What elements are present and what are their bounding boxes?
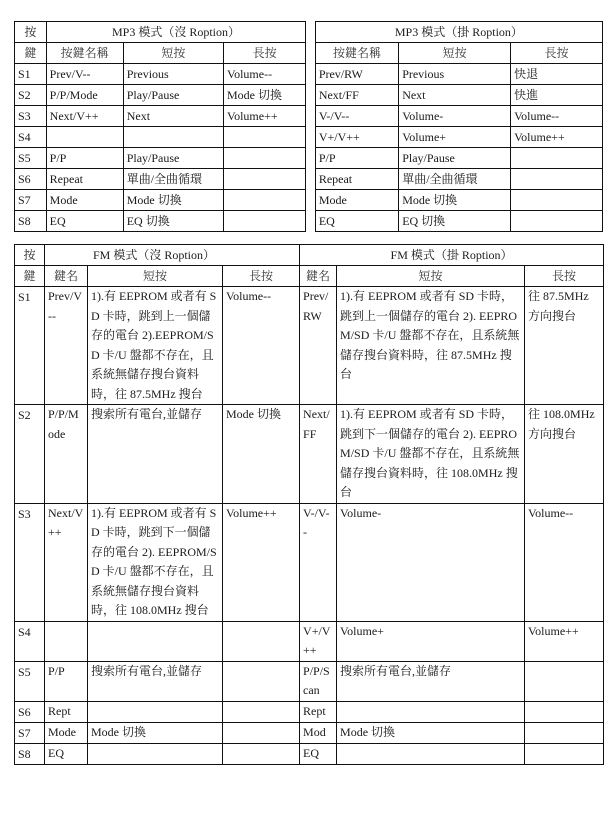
long-press [525, 661, 604, 701]
key-name: P/P [315, 148, 398, 169]
long-press [223, 722, 300, 743]
key-name: Next/V++ [46, 106, 123, 127]
short-press: Volume+ [337, 621, 525, 661]
key-name: V-/V-- [300, 503, 337, 621]
short-press: Volume- [399, 106, 511, 127]
key-id: S7 [15, 190, 47, 211]
table-row [15, 85, 603, 106]
fm-left-title: FM 模式（沒 Roption） [45, 245, 300, 266]
col-header-long: 長按 [223, 266, 300, 287]
long-press [223, 743, 300, 764]
key-id: S6 [15, 701, 45, 722]
short-press: EQ 切換 [123, 211, 223, 232]
short-press: Previous [123, 64, 223, 85]
table-row [15, 722, 604, 743]
short-press [123, 127, 223, 148]
key-id: S5 [15, 661, 45, 701]
table-row [15, 661, 604, 701]
key-name: Next/FF [300, 405, 337, 504]
key-id: S3 [15, 106, 47, 127]
key-name: Mode [45, 722, 88, 743]
long-press: Volume-- [525, 503, 604, 621]
table-row [15, 701, 604, 722]
mp3-right-title: MP3 模式（掛 Roption） [315, 22, 602, 43]
column-gap [306, 22, 315, 43]
col-header-long: 長按 [511, 43, 603, 64]
table-row [15, 621, 604, 661]
short-press: 1).有 EEPROM 或者有 SD 卡時，跳到上一個儲存的電台 2). EEPROM/SD 卡/U 盤都不存在，且系統無儲存搜台資料時，往 87.5MHz 搜台 [337, 287, 525, 405]
key-id: S4 [15, 127, 47, 148]
long-press: 快進 [511, 85, 603, 106]
key-header-bottom: 鍵 [15, 266, 45, 287]
short-press: Play/Pause [399, 148, 511, 169]
long-press: Mode 切換 [223, 405, 300, 504]
key-name: P/P [46, 148, 123, 169]
short-press: 搜索所有電台,並儲存 [88, 405, 223, 504]
table-row [15, 127, 603, 148]
long-press [511, 169, 603, 190]
col-header-name: 鍵名 [45, 266, 88, 287]
key-name: Next/FF [315, 85, 398, 106]
short-press [337, 701, 525, 722]
column-gap [306, 127, 315, 148]
key-name [46, 127, 123, 148]
long-press [223, 127, 305, 148]
mp3-left-title: MP3 模式（沒 Roption） [46, 22, 306, 43]
key-name: Mod [300, 722, 337, 743]
long-press [223, 148, 305, 169]
short-press: Volume- [337, 503, 525, 621]
mp3-mode-table [14, 21, 603, 232]
key-id: S2 [15, 405, 45, 504]
key-id: S8 [15, 743, 45, 764]
key-name: Prev/V-- [46, 64, 123, 85]
key-id: S5 [15, 148, 47, 169]
key-name: Rept [300, 701, 337, 722]
table-row [15, 148, 603, 169]
col-header-name: 按鍵名稱 [315, 43, 398, 64]
key-name: P/P/Mode [46, 85, 123, 106]
key-name: Repeat [315, 169, 398, 190]
long-press [223, 169, 305, 190]
short-press: Mode 切換 [399, 190, 511, 211]
key-name: EQ [315, 211, 398, 232]
short-press: Next [399, 85, 511, 106]
long-press: Volume-- [223, 64, 305, 85]
key-name: P/P [45, 661, 88, 701]
key-name: EQ [46, 211, 123, 232]
long-press [223, 190, 305, 211]
column-gap [306, 64, 315, 85]
fm-mode-table [14, 244, 604, 765]
key-id: S1 [15, 64, 47, 85]
short-press: Play/Pause [123, 148, 223, 169]
long-press [223, 211, 305, 232]
col-header-name: 按鍵名稱 [46, 43, 123, 64]
key-name: Mode [315, 190, 398, 211]
key-name: Next/V++ [45, 503, 88, 621]
long-press [525, 743, 604, 764]
key-id: S2 [15, 85, 47, 106]
long-press: Volume-- [511, 106, 603, 127]
long-press [511, 190, 603, 211]
table-row [15, 405, 604, 504]
short-press: 1).有 EEPROM 或者有 SD 卡時，跳到下一個儲存的電台 2). EEPROM/SD 卡/U 盤都不存在，且系統無儲存搜台資料時，往 108.0MHz 搜台 [337, 405, 525, 504]
key-id: S8 [15, 211, 47, 232]
key-id: S1 [15, 287, 45, 405]
long-press: Volume++ [223, 106, 305, 127]
short-press: Mode 切換 [337, 722, 525, 743]
table-row [15, 64, 603, 85]
short-press: Play/Pause [123, 85, 223, 106]
column-gap [306, 106, 315, 127]
table-row [15, 743, 604, 764]
long-press: Volume++ [511, 127, 603, 148]
fm-rows [15, 287, 604, 765]
key-name [45, 621, 88, 661]
column-gap [306, 148, 315, 169]
long-press [223, 661, 300, 701]
column-gap [306, 169, 315, 190]
column-gap [306, 43, 315, 64]
key-name: P/P/Scan [300, 661, 337, 701]
col-header-long: 長按 [223, 43, 305, 64]
short-press [88, 701, 223, 722]
key-name: V-/V-- [315, 106, 398, 127]
key-name: Prev/V-- [45, 287, 88, 405]
key-name: P/P/Mode [45, 405, 88, 504]
key-name: V+/V++ [300, 621, 337, 661]
col-header-short: 短按 [399, 43, 511, 64]
long-press: Mode 切換 [223, 85, 305, 106]
long-press [511, 148, 603, 169]
long-press: 往 108.0MHz 方向搜台 [525, 405, 604, 504]
key-header-top: 按 [15, 245, 45, 266]
key-id: S7 [15, 722, 45, 743]
key-name: EQ [300, 743, 337, 764]
key-name: Repeat [46, 169, 123, 190]
short-press: Volume+ [399, 127, 511, 148]
col-header-short: 短按 [337, 266, 525, 287]
table-row [15, 503, 604, 621]
key-id: S3 [15, 503, 45, 621]
key-name: V+/V++ [315, 127, 398, 148]
col-header-short: 短按 [123, 43, 223, 64]
long-press [525, 722, 604, 743]
column-gap [306, 85, 315, 106]
column-gap [306, 211, 315, 232]
col-header-name: 鍵名 [300, 266, 337, 287]
col-header-short: 短按 [88, 266, 223, 287]
long-press: Volume++ [525, 621, 604, 661]
short-press: 搜索所有電台,並儲存 [337, 661, 525, 701]
key-name: Prev/RW [300, 287, 337, 405]
long-press [525, 701, 604, 722]
table-row [15, 106, 603, 127]
short-press [337, 743, 525, 764]
key-id: S6 [15, 169, 47, 190]
long-press: 往 87.5MHz 方向搜台 [525, 287, 604, 405]
short-press: Next [123, 106, 223, 127]
long-press: Volume-- [223, 287, 300, 405]
short-press [88, 621, 223, 661]
short-press: Mode 切換 [123, 190, 223, 211]
column-gap [306, 190, 315, 211]
short-press: 1).有 EEPROM 或者有 SD 卡時，跳到下一個儲存的電台 2). EEPROM/SD 卡/U 盤都不存在，且系統無儲存搜台資料時，往 108.0MHz 搜台 [88, 503, 223, 621]
col-header-long: 長按 [525, 266, 604, 287]
long-press [511, 211, 603, 232]
short-press: 單曲/全曲循環 [399, 169, 511, 190]
table-row [15, 211, 603, 232]
short-press: Previous [399, 64, 511, 85]
short-press: 搜索所有電台,並儲存 [88, 661, 223, 701]
table-row [15, 287, 604, 405]
key-name: Rept [45, 701, 88, 722]
key-header-bottom: 鍵 [15, 43, 47, 64]
mp3-rows [15, 64, 603, 232]
key-id: S4 [15, 621, 45, 661]
short-press: Mode 切換 [88, 722, 223, 743]
long-press [223, 621, 300, 661]
short-press [88, 743, 223, 764]
key-name: EQ [45, 743, 88, 764]
fm-right-title: FM 模式（掛 Roption） [300, 245, 604, 266]
key-name: Mode [46, 190, 123, 211]
key-header-top: 按 [15, 22, 47, 43]
short-press: 單曲/全曲循環 [123, 169, 223, 190]
long-press: Volume++ [223, 503, 300, 621]
table-row [15, 169, 603, 190]
table-row [15, 190, 603, 211]
long-press: 快退 [511, 64, 603, 85]
key-name: Prev/RW [315, 64, 398, 85]
short-press: EQ 切換 [399, 211, 511, 232]
long-press [223, 701, 300, 722]
short-press: 1).有 EEPROM 或者有 SD 卡時，跳到上一個儲存的電台 2).EEPROM/SD 卡/U 盤都不存在，且系統無儲存搜台資料時，往 87.5MHz 搜台 [88, 287, 223, 405]
